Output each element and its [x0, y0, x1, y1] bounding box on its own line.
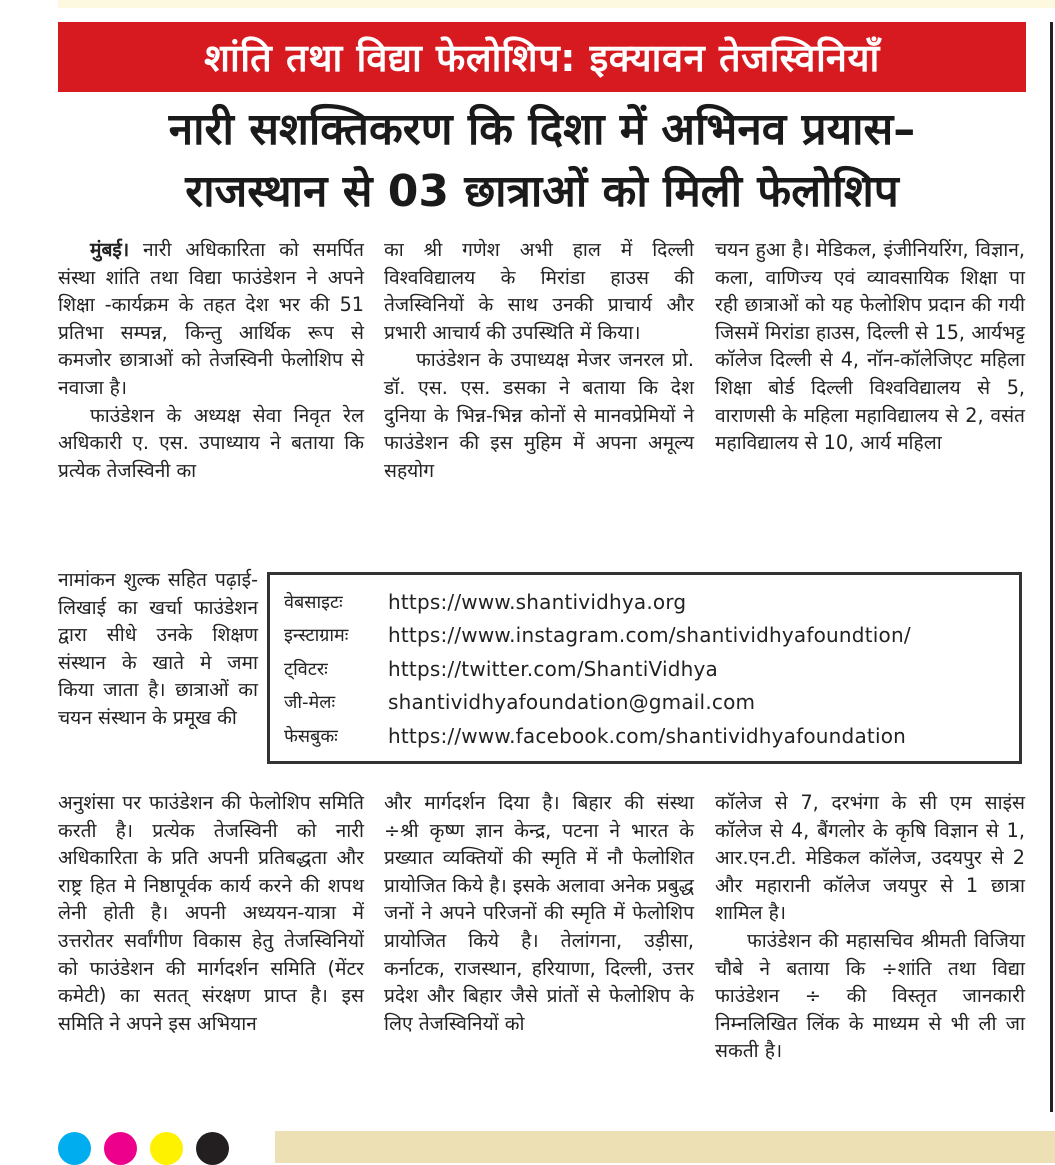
paragraph: फाउंडेशन के अध्यक्ष सेवा निवृत रेल अधिकारी ए. एस. उपाध्याय ने बताया कि प्रत्येक तेजस्विनी का	[58, 403, 364, 482]
kicker-text: शांति तथा विद्या फेलोशिप: इक्यावन तेजस्विनियाँ	[204, 36, 880, 80]
paragraph: फाउंडेशन की महासचिव श्रीमती विजिया चौबे ने बताया कि ÷शांति तथा विद्या फाउंडेशन ÷ की विस्तृत जानकारी निम्नलिखित लिंक के माध्यम से भी ली जा सकती है।	[715, 928, 1025, 1063]
paragraph: कॉलेज से 7, दरभंगा के सी एम साइंस कॉलेज से 4, बैंगलोर के कृषि विज्ञान से 1, आर.एन.टी. मेडिकल कॉलेज, उदयपुर से 2 और महारानी कॉलेज जयपुर से 1 छात्रा शामिल है।	[715, 791, 1025, 925]
facebook-link[interactable]: https://www.facebook.com/shantividhyafoundation	[388, 723, 907, 748]
paragraph: और मार्गदर्शन दिया है। बिहार की संस्था ÷श्री कृष्ण ज्ञान केन्द्र, पटना ने भारत के प्रख्यात व्यक्तियों की स्मृति में नौ फेलोशित प्रायोजित किये है। इसके अलावा अनेक प्रबुद्ध जनों ने अपने परिजनों की स्मृति में फेलोशिप प्रायोजित किये है। तेलांगना, उड़ीसा, कर्नाटक, राजस्थान, हरियाणा, दिल्ली, उत्तर प्रदेश और बिहार जैसे प्रांतों से फेलोशिप के लिए तेजस्विनियों को	[384, 791, 694, 1035]
article-column-2-bottom	[384, 789, 694, 1037]
link-label: जी-मेलः	[284, 692, 336, 714]
black-dot	[196, 1132, 229, 1165]
link-label: वेबसाइटः	[284, 591, 343, 613]
article-column-2-top	[384, 236, 694, 484]
paragraph: का श्री गणेश अभी हाल में दिल्ली विश्वविद्यालय के मिरांडा हाउस की तेजस्विनियों के साथ उनकी प्राचार्य और प्रभारी आचार्य की उपस्थिति में किया।	[384, 238, 694, 344]
paragraph	[58, 236, 364, 402]
footer-bar	[275, 1131, 1055, 1163]
article-column-1-top	[58, 236, 364, 484]
paragraph: चयन हुआ है। मेडिकल, इंजीनियरिंग, विज्ञान, कला, वाणिज्य एवं व्यावसायिक शिक्षा पा रही छात्राओं को यह फेलोशिप प्रदान की गयी जिसमें मिरांडा हाउस, दिल्ली से 15, आर्यभट्ट कॉलेज दिल्ली से 4, नॉन-कॉलेजिएट महिला शिक्षा बोर्ड दिल्ली विश्वविद्यालय से 5, वाराणसी के महिला महाविद्यालय से 2, वसंत महाविद्यालय से 10, आर्य महिला	[715, 238, 1025, 455]
cmyk-registration-marks	[58, 1132, 229, 1165]
article-column-1-bottom	[58, 789, 364, 1037]
instagram-link[interactable]: https://www.instagram.com/shantividhyafoundtion/	[388, 623, 911, 648]
article-column-3-top	[715, 236, 1025, 457]
email-link[interactable]: shantividhyafoundation@gmail.com	[388, 690, 756, 715]
contact-links-box	[267, 572, 1022, 764]
kicker-banner	[58, 22, 1026, 92]
link-row-twitter	[284, 652, 1009, 686]
paragraph: फाउंडेशन के उपाध्यक्ष मेजर जनरल प्रो. डॉ. एस. एस. डसका ने बताया कि देश दुनिया के भिन्न-भिन्न कोनों से मानवप्रेमियों ने फाउंडेशन की इस मुहिम में अपना अमूल्य सहयोग	[384, 348, 694, 482]
dateline: मुंबई।	[90, 238, 130, 261]
link-label: ट्विटरः	[284, 658, 328, 680]
link-label: इन्स्टाग्रामः	[284, 625, 349, 647]
top-strip	[58, 0, 1055, 8]
link-row-gmail	[284, 686, 1009, 720]
article-column-1-mid	[58, 566, 258, 732]
twitter-link[interactable]: https://twitter.com/ShantiVidhya	[388, 656, 718, 681]
website-link[interactable]: https://www.shantividhya.org	[388, 589, 687, 614]
paragraph-text: नारी अधिकारिता को समर्पित संस्था शांति तथा विद्या फाउंडेशन ने अपने शिक्षा -कार्यक्रम के तहत देश भर की 51 प्रतिभा सम्पन्न, किन्तु आर्थिक रूप से कमजोर छात्राओं को तेजस्विनी फेलोशिप से नवाजा है।	[58, 238, 364, 399]
link-row-website	[284, 585, 1009, 619]
headline-line-2: राजस्थान से 03 छात्राओं को मिली फेलोशिप	[185, 166, 899, 217]
yellow-dot	[150, 1132, 183, 1165]
link-label: फेसबुकः	[284, 725, 338, 747]
link-row-instagram	[284, 619, 1009, 653]
paragraph: अनुशंसा पर फाउंडेशन की फेलोशिप समिति करती है। प्रत्येक तेजस्विनी को नारी अधिकारिता के प्रति अपनी प्रतिबद्धता और राष्ट्र हित मे निष्ठापूर्वक कार्य करने की शपथ लेनी होती है। अपनी अध्ययन-यात्रा में उत्तरोतर सर्वांगीण विकास हेतु तेजस्विनियों को फाउंडेशन की मार्गदर्शन समिति (मेंटर कमेटी) का सतत् संरक्षण प्राप्त है। इस समिति ने अपने इस अभियान	[58, 791, 364, 1035]
article-column-3-bottom	[715, 789, 1025, 1065]
column-rule	[1050, 22, 1053, 1112]
magenta-dot	[104, 1132, 137, 1165]
link-row-facebook	[284, 719, 1009, 753]
paragraph: नामांकन शुल्क सहित पढ़ाई-लिखाई का खर्चा फाउंडेशन द्वारा सीधे उनके शिक्षण संस्थान के खाते मे जमा किया जाता है। छात्राओं का चयन संस्थान के प्रमूख की	[58, 568, 258, 729]
headline-line-1: नारी सशक्तिकरण कि दिशा में अभिनव प्रयास–	[168, 104, 916, 155]
cyan-dot	[58, 1132, 91, 1165]
